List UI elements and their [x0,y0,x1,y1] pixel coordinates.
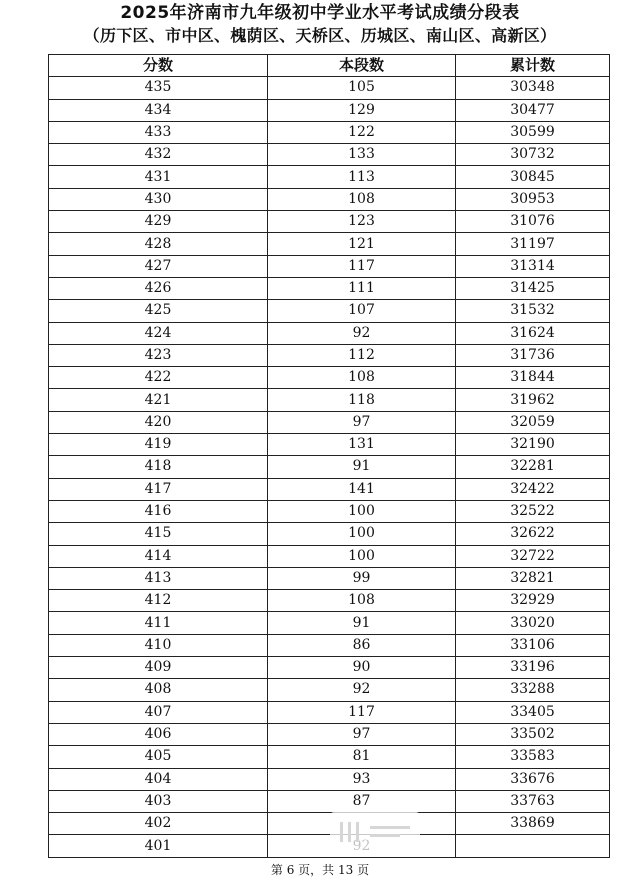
score-cell: 428 [49,233,268,255]
cumulative-count-cell: 32281 [456,456,610,478]
cumulative-count-cell: 30732 [456,144,610,166]
segment-count-cell: 112 [268,344,456,366]
cumulative-count-cell: 30599 [456,121,610,143]
segment-count-cell: 100 [268,545,456,567]
segment-count-cell: 122 [268,121,456,143]
score-cell: 426 [49,277,268,299]
score-cell: 422 [49,367,268,389]
table-row [49,322,610,344]
table-row [49,211,610,233]
segment-count-cell: 111 [268,277,456,299]
table-row [49,344,610,366]
segment-count-cell: 91 [268,612,456,634]
segment-count-cell: 93 [268,768,456,790]
cumulative-count-cell: 32522 [456,500,610,522]
cumulative-count-cell: 33676 [456,768,610,790]
cumulative-count-cell: 30845 [456,166,610,188]
table-row [49,411,610,433]
score-cell: 425 [49,300,268,322]
table-row [49,813,610,835]
cumulative-count-cell: 33020 [456,612,610,634]
score-cell: 415 [49,523,268,545]
segment-count-cell: 129 [268,99,456,121]
table-row [49,277,610,299]
cumulative-count-cell: 33583 [456,746,610,768]
cumulative-count-cell: 30477 [456,99,610,121]
segment-count-cell: 117 [268,255,456,277]
score-cell: 407 [49,701,268,723]
score-cell: 417 [49,478,268,500]
cumulative-count-cell: 31197 [456,233,610,255]
score-cell: 427 [49,255,268,277]
score-cell: 419 [49,434,268,456]
score-cell: 420 [49,411,268,433]
segment-count-cell: 108 [268,367,456,389]
segment-count-cell: 97 [268,411,456,433]
segment-count-cell: 133 [268,144,456,166]
table-row [49,367,610,389]
cumulative-count-cell: 31962 [456,389,610,411]
page-title: 2025年济南市九年级初中学业水平考试成绩分段表 [120,3,520,23]
cumulative-count-cell: 31425 [456,277,610,299]
cumulative-count-cell: 33869 [456,813,610,835]
segment-count-cell: 118 [268,389,456,411]
segment-count-cell: 90 [268,657,456,679]
cumulative-count-cell: 33763 [456,790,610,812]
score-cell: 413 [49,567,268,589]
segment-count-cell: 105 [268,77,456,99]
segment-count-cell: 108 [268,188,456,210]
segment-count-cell: 100 [268,500,456,522]
table-row [49,657,610,679]
table-row [49,300,610,322]
segment-count-cell: 97 [268,723,456,745]
page-number-footer: 第 6 页，共 13 页 [270,863,370,877]
segment-count-cell: 86 [268,634,456,656]
score-cell: 405 [49,746,268,768]
score-cell: 403 [49,790,268,812]
score-cell: 435 [49,77,268,99]
cumulative-count-cell: 33502 [456,723,610,745]
table-row [49,255,610,277]
table-row [49,478,610,500]
cumulative-count-cell: 31844 [456,367,610,389]
table-row [49,500,610,522]
table-row [49,456,610,478]
table-row [49,679,610,701]
table-row [49,545,610,567]
table-row [49,835,610,857]
table-row [49,166,610,188]
score-cell: 433 [49,121,268,143]
cumulative-count-cell: 33106 [456,634,610,656]
score-distribution-table [48,54,610,858]
score-cell: 429 [49,211,268,233]
segment-count-cell: 92 [268,679,456,701]
score-cell: 416 [49,500,268,522]
table-row [49,746,610,768]
cumulative-count-cell: 32821 [456,567,610,589]
cumulative-count-cell: 30953 [456,188,610,210]
score-cell: 414 [49,545,268,567]
cumulative-count-cell: 30348 [456,77,610,99]
table-row [49,723,610,745]
segment-count-cell: 108 [268,590,456,612]
cumulative-count-cell: 32422 [456,478,610,500]
table-row [49,188,610,210]
cumulative-count-cell: 32059 [456,411,610,433]
segment-count-cell: 100 [268,523,456,545]
score-cell: 404 [49,768,268,790]
table-row [49,144,610,166]
table-row [49,612,610,634]
column-header-score: 分数 [49,55,268,77]
table-header-row [49,55,610,77]
segment-count-cell: 87 [268,790,456,812]
watermark-overlay [330,812,420,854]
score-cell: 432 [49,144,268,166]
score-cell: 409 [49,657,268,679]
segment-count-cell: 121 [268,233,456,255]
table-row [49,634,610,656]
table-row [49,790,610,812]
table-row [49,434,610,456]
score-cell: 421 [49,389,268,411]
cumulative-count-cell [456,835,610,857]
table-row [49,389,610,411]
segment-count-cell: 117 [268,701,456,723]
page-subtitle: （历下区、市中区、槐荫区、天桥区、历城区、南山区、高新区） [83,26,557,45]
segment-count-cell: 91 [268,456,456,478]
cumulative-count-cell: 31076 [456,211,610,233]
score-cell: 411 [49,612,268,634]
score-cell: 402 [49,813,268,835]
table-row [49,590,610,612]
cumulative-count-cell: 33196 [456,657,610,679]
score-cell: 418 [49,456,268,478]
score-cell: 401 [49,835,268,857]
cumulative-count-cell: 31532 [456,300,610,322]
table-row [49,233,610,255]
table-row [49,567,610,589]
score-cell: 408 [49,679,268,701]
cumulative-count-cell: 33405 [456,701,610,723]
cumulative-count-cell: 32622 [456,523,610,545]
column-header-cumulative-count: 累计数 [456,55,610,77]
score-cell: 423 [49,344,268,366]
table-body [49,77,610,857]
segment-count-cell: 99 [268,567,456,589]
table-row [49,768,610,790]
table-row [49,701,610,723]
table-row [49,121,610,143]
score-cell: 424 [49,322,268,344]
cumulative-count-cell: 31736 [456,344,610,366]
score-cell: 434 [49,99,268,121]
segment-count-cell: 123 [268,211,456,233]
segment-count-cell: 141 [268,478,456,500]
cumulative-count-cell: 31314 [456,255,610,277]
table-row [49,523,610,545]
segment-count-cell: 131 [268,434,456,456]
score-cell: 430 [49,188,268,210]
cumulative-count-cell: 32722 [456,545,610,567]
segment-count-cell: 81 [268,746,456,768]
score-cell: 412 [49,590,268,612]
cumulative-count-cell: 32190 [456,434,610,456]
table-row [49,77,610,99]
cumulative-count-cell: 32929 [456,590,610,612]
cumulative-count-cell: 33288 [456,679,610,701]
score-cell: 410 [49,634,268,656]
segment-count-cell: 107 [268,300,456,322]
segment-count-cell: 113 [268,166,456,188]
score-cell: 431 [49,166,268,188]
table-row [49,99,610,121]
segment-count-cell: 92 [268,322,456,344]
cumulative-count-cell: 31624 [456,322,610,344]
column-header-segment-count: 本段数 [268,55,456,77]
score-cell: 406 [49,723,268,745]
